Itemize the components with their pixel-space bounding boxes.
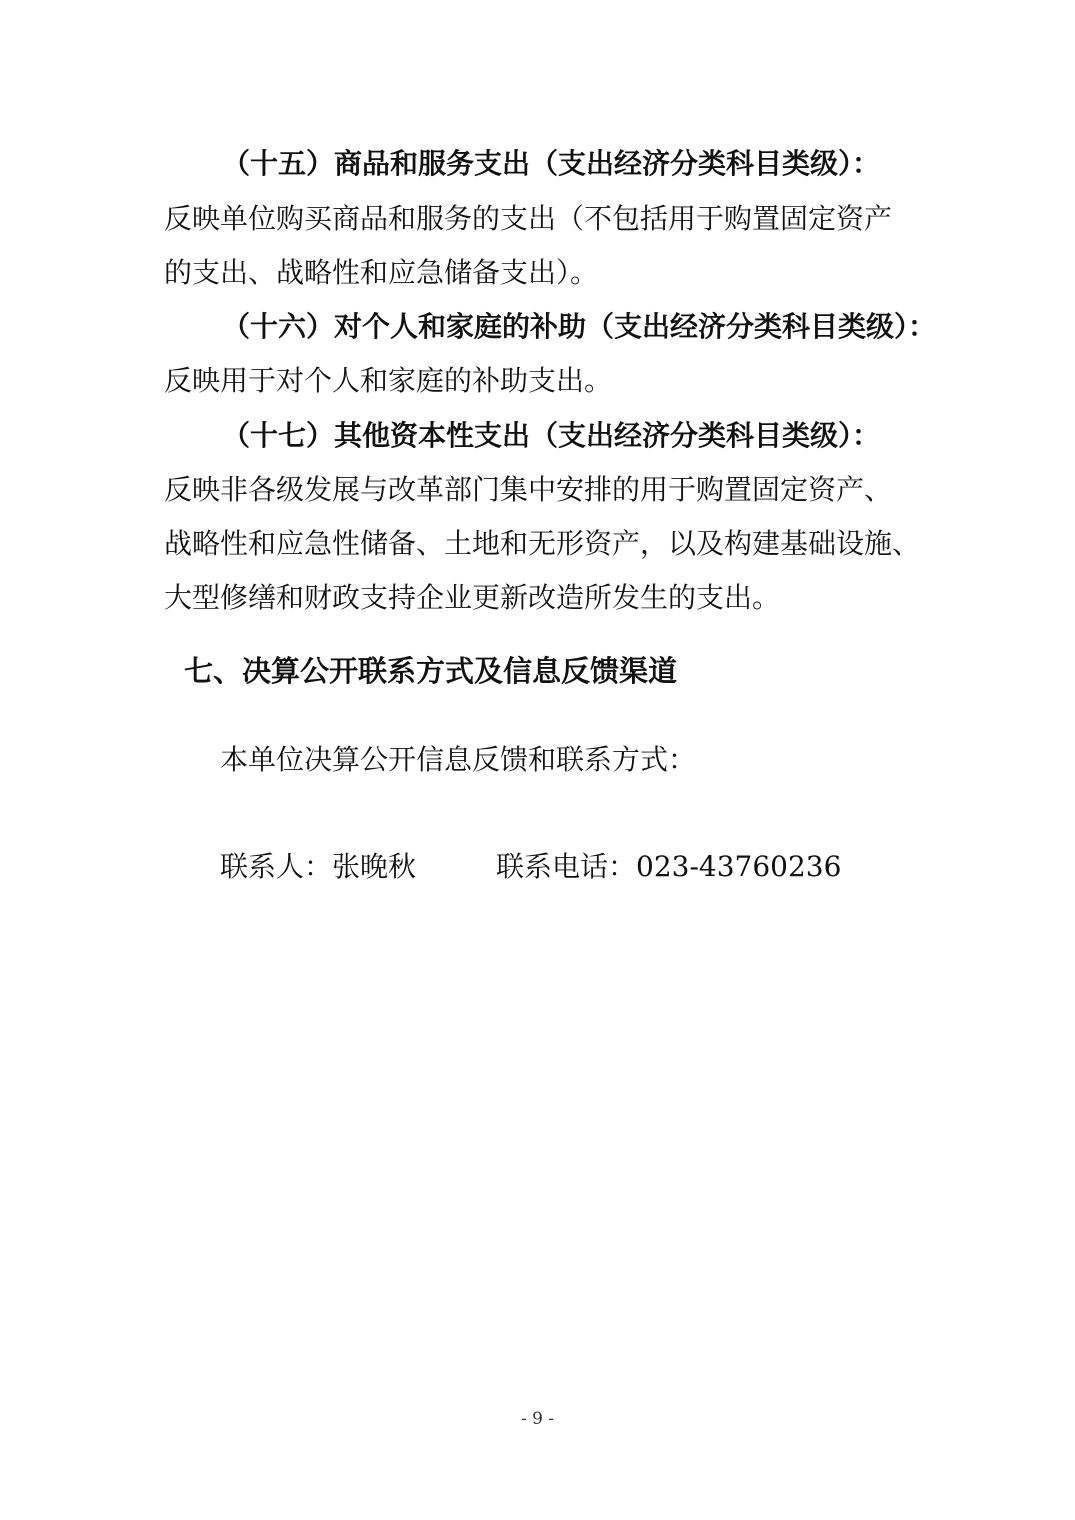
- item-15-text-line-1: 反映单位购买商品和服务的支出（不包括用于购置固定资产: [164, 202, 893, 235]
- item-17-text-line-1: 反映非各级发展与改革部门集中安排的用于购置固定资产、: [164, 473, 893, 506]
- section-intro: 本单位决算公开信息反馈和联系方式：: [220, 743, 697, 776]
- item-15-text-line-2: 的支出、战略性和应急储备支出）。: [164, 256, 599, 289]
- contact-person: 联系人：张晚秋: [220, 850, 417, 883]
- item-15-label: （十五）商品和服务支出（支出经济分类科目类级）：: [222, 147, 881, 180]
- section-heading: 七、决算公开联系方式及信息反馈渠道: [184, 654, 678, 688]
- item-17-label: （十七）其他资本性支出（支出经济分类科目类级）：: [222, 419, 881, 452]
- item-16-label: （十六）对个人和家庭的补助（支出经济分类科目类级）：: [222, 310, 937, 343]
- item-17-text-line-2: 战略性和应急性储备、土地和无形资产，以及构建基础设施、: [164, 527, 921, 560]
- page-number: - 9 -: [520, 1409, 555, 1429]
- item-16-text-line-1: 反映用于对个人和家庭的补助支出。: [164, 364, 613, 397]
- item-17-text-line-3: 大型修缮和财政支持企业更新改造所发生的支出。: [164, 581, 781, 614]
- contact-phone: 联系电话：023-43760236: [496, 850, 842, 883]
